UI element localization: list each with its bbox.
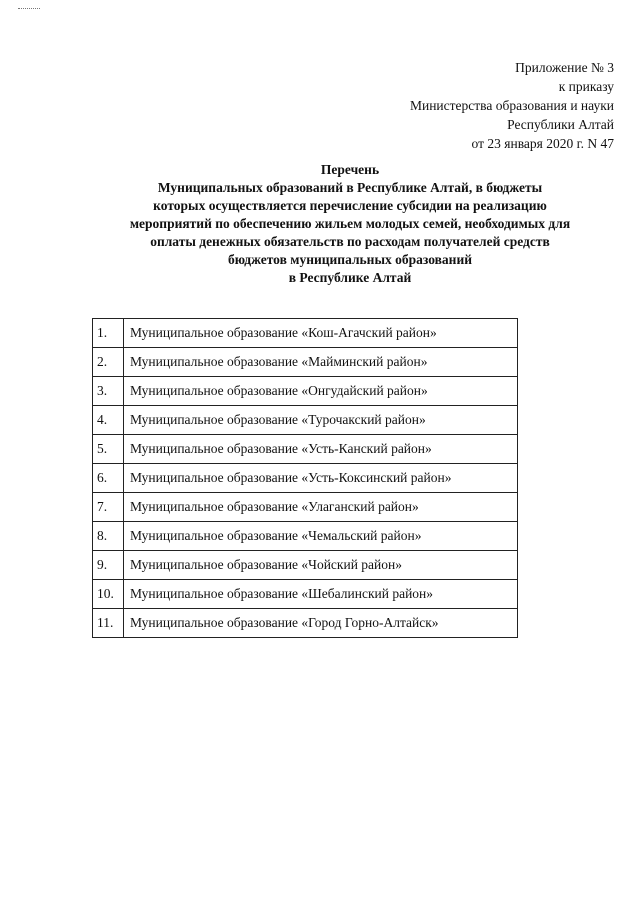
title-line: Перечень (320, 162, 380, 177)
scan-mark (18, 8, 40, 9)
table-row (93, 464, 518, 493)
title-line: Муниципальных образований в Республике Алтай, в бюджеты (157, 180, 543, 195)
row-name: Муниципальное образование «Улаганский район» (124, 493, 518, 522)
row-name: Муниципальное образование «Онгудайский район» (124, 377, 518, 406)
row-number: 7. (93, 493, 124, 522)
table-row (93, 319, 518, 348)
row-number: 10. (93, 580, 124, 609)
row-name: Муниципальное образование «Чемальский район» (124, 522, 518, 551)
appendix-number: Приложение № 3 (515, 60, 614, 75)
row-number: 5. (93, 435, 124, 464)
row-number: 6. (93, 464, 124, 493)
table-row (93, 348, 518, 377)
title-line: которых осуществляется перечисление субсидии на реализацию (153, 198, 547, 213)
row-number: 11. (93, 609, 124, 638)
table-row (93, 406, 518, 435)
row-number: 9. (93, 551, 124, 580)
row-name: Муниципальное образование «Майминский район» (124, 348, 518, 377)
appendix-date: от 23 января 2020 г. N 47 (471, 136, 614, 151)
title-line: бюджетов муниципальных образований (227, 252, 472, 267)
document-title (80, 161, 620, 287)
title-line: мероприятий по обеспечению жильем молодых семей, необходимых для (129, 216, 571, 231)
table-row (93, 551, 518, 580)
row-name: Муниципальное образование «Турочакский район» (124, 406, 518, 435)
row-name: Муниципальное образование «Усть-Коксинский район» (124, 464, 518, 493)
title-line: оплаты денежных обязательств по расходам получателей средств (150, 234, 550, 249)
table-row (93, 609, 518, 638)
row-number: 4. (93, 406, 124, 435)
appendix-republic: Республики Алтай (507, 117, 614, 132)
table-row (93, 435, 518, 464)
table-row (93, 377, 518, 406)
table-row (93, 580, 518, 609)
row-name: Муниципальное образование «Чойский район» (124, 551, 518, 580)
appendix-header (410, 58, 614, 153)
appendix-order-ref: к приказу (558, 79, 614, 94)
row-number: 8. (93, 522, 124, 551)
title-line: в Республике Алтай (288, 270, 412, 285)
row-name: Муниципальное образование «Шебалинский район» (124, 580, 518, 609)
row-number: 2. (93, 348, 124, 377)
row-name: Муниципальное образование «Усть-Канский район» (124, 435, 518, 464)
row-number: 1. (93, 319, 124, 348)
row-name: Муниципальное образование «Город Горно-Алтайск» (124, 609, 518, 638)
table-row (93, 522, 518, 551)
appendix-ministry: Министерства образования и науки (409, 98, 614, 113)
table-row (93, 493, 518, 522)
row-number: 3. (93, 377, 124, 406)
municipalities-table (92, 318, 518, 638)
row-name: Муниципальное образование «Кош-Агачский район» (124, 319, 518, 348)
